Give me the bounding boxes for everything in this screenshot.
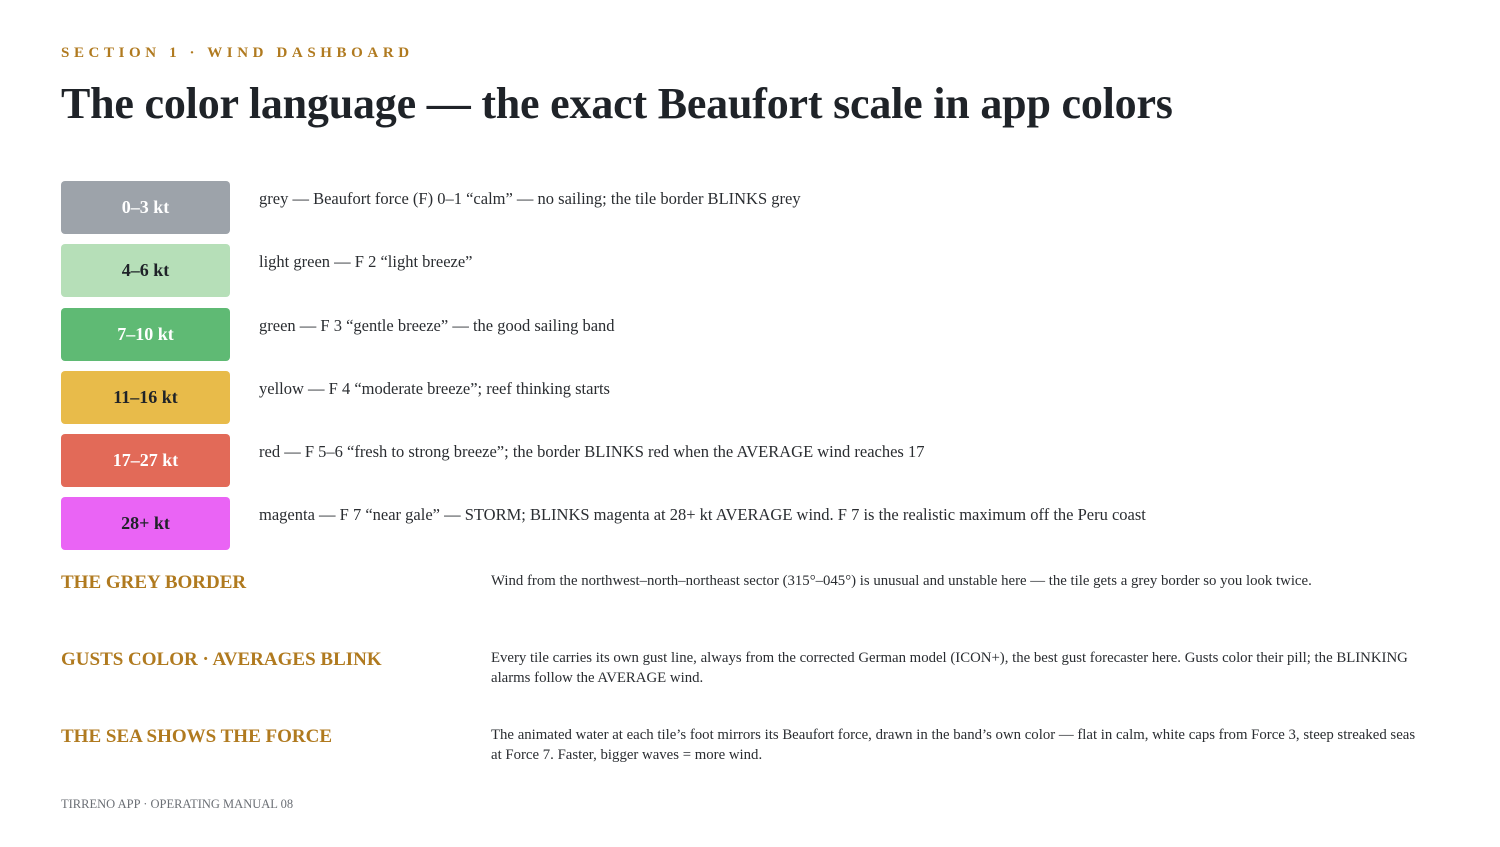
note-title-sea: THE SEA SHOWS THE FORCE	[61, 726, 333, 747]
note-text-gusts: Every tile carries its own gust line, always from the corrected German model (ICON+), the best gust forecaster here. Gusts color their pill; the BLINKING alarms follow the AVERAGE wind.	[491, 650, 1408, 686]
scale-description: light green — F 2 “light breeze”	[259, 252, 473, 272]
scale-row-moderate-breeze	[61, 371, 1461, 424]
scale-description: grey — Beaufort force (F) 0–1 “calm” — no sailing; the tile border BLINKS grey	[259, 189, 801, 208]
color-swatch-light-green: 4–6 kt	[61, 244, 230, 297]
scale-row-gentle-breeze	[61, 308, 1461, 361]
color-swatch-green: 7–10 kt	[61, 308, 230, 361]
color-swatch-yellow: 11–16 kt	[61, 371, 230, 424]
scale-row-strong-breeze	[61, 434, 1461, 487]
scale-description: red — F 5–6 “fresh to strong breeze”; the border BLINKS red when the AVERAGE wind reaches 17	[259, 442, 925, 462]
note-text-sea: The animated water at each tile’s foot mirrors its Beaufort force, drawn in the band’s own color — flat in calm, white caps from Force 3, steep streaked seas at Force 7. Faster, bigger waves = more wind.	[491, 727, 1416, 763]
color-swatch-red: 17–27 kt	[61, 434, 230, 487]
page-title: The color language — the exact Beaufort scale in app colors	[61, 79, 1173, 128]
scale-row-light-breeze	[61, 244, 1461, 297]
beaufort-scale-list	[61, 181, 1461, 561]
scale-description: magenta — F 7 “near gale” — STORM; BLINKS magenta at 28+ kt AVERAGE wind. F 7 is the realistic maximum off the Peru coast	[259, 505, 1146, 525]
section-label: SECTION 1 · WIND DASHBOARD	[61, 45, 414, 61]
color-swatch-magenta: 28+ kt	[61, 497, 230, 550]
scale-row-calm	[61, 181, 1461, 234]
page-footer: TIRRENO APP · OPERATING MANUAL 08	[61, 797, 294, 811]
note-title-gusts: GUSTS COLOR · AVERAGES BLINK	[61, 649, 382, 670]
color-swatch-grey: 0–3 kt	[61, 181, 230, 234]
scale-description: green — F 3 “gentle breeze” — the good sailing band	[259, 315, 615, 335]
note-title-grey-border: THE GREY BORDER	[61, 572, 247, 593]
note-text-grey-border: Wind from the northwest–north–northeast sector (315°–045°) is unusual and unstable here — the tile gets a grey border so you look twice.	[491, 573, 1312, 589]
scale-row-near-gale	[61, 497, 1461, 550]
scale-description: yellow — F 4 “moderate breeze”; reef thinking starts	[259, 378, 610, 398]
